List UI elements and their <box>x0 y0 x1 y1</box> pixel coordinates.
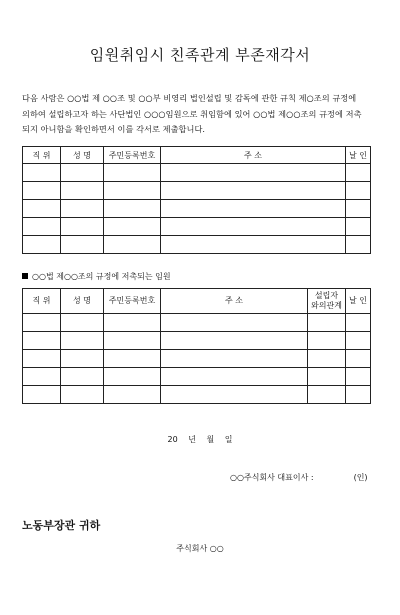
table-cell[interactable] <box>104 164 161 182</box>
col-name: 성 명 <box>61 289 104 314</box>
table-cell[interactable] <box>161 368 308 386</box>
table-row <box>23 236 371 254</box>
table-cell[interactable] <box>61 200 104 218</box>
section-heading-text: ○○법 제○○조의 규정에 저촉되는 임원 <box>32 272 171 281</box>
table-cell[interactable] <box>61 164 104 182</box>
table-cell[interactable] <box>61 314 104 332</box>
table-row <box>23 350 371 368</box>
month-unit: 월 <box>206 435 215 444</box>
table-cell[interactable] <box>346 164 371 182</box>
table-cell[interactable] <box>23 182 61 200</box>
col-position: 직 위 <box>23 289 61 314</box>
seal-mark: (인) <box>353 473 368 482</box>
table-cell[interactable] <box>346 368 371 386</box>
table-cell[interactable] <box>104 350 161 368</box>
col-resident-number: 주민등록번호 <box>104 147 161 164</box>
table-cell[interactable] <box>104 314 161 332</box>
table-cell[interactable] <box>346 236 371 254</box>
col-address: 주 소 <box>161 289 308 314</box>
table-row <box>23 332 371 350</box>
table-cell[interactable] <box>161 386 308 404</box>
table-cell[interactable] <box>346 218 371 236</box>
table-cell[interactable] <box>61 218 104 236</box>
representative-label: ○○주식회사 대표이사 : <box>230 473 314 482</box>
table-cell[interactable] <box>104 368 161 386</box>
section-heading <box>22 271 171 282</box>
col-name: 성 명 <box>61 147 104 164</box>
table-cell[interactable] <box>346 386 371 404</box>
table-cell[interactable] <box>308 386 346 404</box>
table-cell[interactable] <box>104 386 161 404</box>
intro-paragraph <box>22 91 372 138</box>
table-cell[interactable] <box>161 218 346 236</box>
year-unit: 년 <box>188 435 196 444</box>
table-cell[interactable] <box>161 236 346 254</box>
col-seal: 날 인 <box>346 289 371 314</box>
table-cell[interactable] <box>61 332 104 350</box>
table-row <box>23 218 371 236</box>
table-cell[interactable] <box>23 218 61 236</box>
day-unit: 일 <box>224 435 233 444</box>
table-row <box>23 182 371 200</box>
table-row <box>23 314 371 332</box>
conflict-officer-table <box>22 288 371 404</box>
table-cell[interactable] <box>23 332 61 350</box>
table-cell[interactable] <box>161 182 346 200</box>
year-prefix: 20 <box>167 435 178 444</box>
table-cell[interactable] <box>346 332 371 350</box>
table-cell[interactable] <box>308 350 346 368</box>
table-row <box>23 368 371 386</box>
square-bullet-icon <box>22 273 28 279</box>
col-founder-relation: 설립자 와의관계 <box>308 289 346 314</box>
table-cell[interactable] <box>308 314 346 332</box>
table-cell[interactable] <box>161 200 346 218</box>
table-cell[interactable] <box>23 386 61 404</box>
table-cell[interactable] <box>346 350 371 368</box>
table-cell[interactable] <box>161 332 308 350</box>
intro-line: 다음 사람은 ○○법 제 ○○조 및 ○○부 비영리 법인설립 및 감독에 관한 규칙 제○조의 규정에 <box>22 93 357 103</box>
table-cell[interactable] <box>61 386 104 404</box>
date-line <box>0 434 400 445</box>
table-cell[interactable] <box>23 200 61 218</box>
table-cell[interactable] <box>161 350 308 368</box>
table-cell[interactable] <box>346 182 371 200</box>
col-seal: 날 인 <box>346 147 371 164</box>
table-cell[interactable] <box>346 314 371 332</box>
table-cell[interactable] <box>61 236 104 254</box>
conflict-table-header <box>23 289 371 314</box>
officer-table-header <box>23 147 371 164</box>
table-cell[interactable] <box>23 314 61 332</box>
table-cell[interactable] <box>346 200 371 218</box>
table-row <box>23 200 371 218</box>
table-cell[interactable] <box>23 368 61 386</box>
recipient: 노동부장관 귀하 <box>22 519 101 532</box>
table-cell[interactable] <box>61 182 104 200</box>
table-cell[interactable] <box>23 164 61 182</box>
table-row <box>23 164 371 182</box>
col-resident-number: 주민등록번호 <box>104 289 161 314</box>
table-cell[interactable] <box>161 314 308 332</box>
table-cell[interactable] <box>104 182 161 200</box>
table-cell[interactable] <box>308 332 346 350</box>
table-cell[interactable] <box>104 218 161 236</box>
representative-line <box>230 472 368 483</box>
col-position: 직 위 <box>23 147 61 164</box>
table-cell[interactable] <box>61 368 104 386</box>
officer-table <box>22 146 371 254</box>
table-cell[interactable] <box>104 236 161 254</box>
col-address: 주 소 <box>161 147 346 164</box>
table-row <box>23 386 371 404</box>
table-cell[interactable] <box>104 332 161 350</box>
table-cell[interactable] <box>308 368 346 386</box>
footer-company: 주식회사 ○○ <box>176 544 224 553</box>
intro-line: 의하여 설립하고자 하는 사단법인 ○○○임원으로 취임함에 있어 ○○법 제○○조의 규정에 저촉 <box>22 108 362 119</box>
table-cell[interactable] <box>23 350 61 368</box>
table-cell[interactable] <box>104 200 161 218</box>
table-cell[interactable] <box>61 350 104 368</box>
intro-line: 되지 아니함을 확인하면서 이를 각서로 제출합니다. <box>22 124 206 134</box>
table-cell[interactable] <box>161 164 346 182</box>
document-title: 임원취임시 친족관계 부존재각서 <box>89 46 311 64</box>
table-cell[interactable] <box>23 236 61 254</box>
